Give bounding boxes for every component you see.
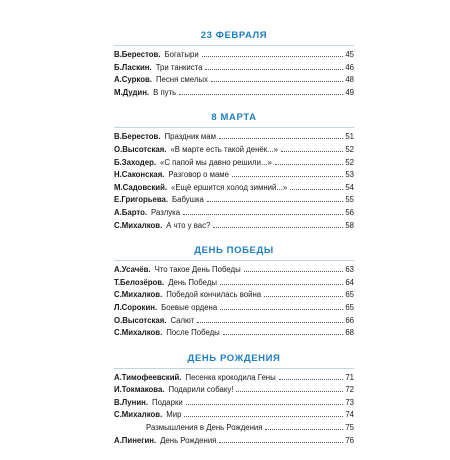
entry-page-number: 76 [345, 435, 354, 445]
entry-title: Подарки [151, 397, 183, 407]
entry-title: День Победы [168, 277, 217, 287]
toc-section [114, 112, 354, 232]
entry-author: Н.Саконская. [114, 170, 165, 180]
entry-title: «С папой мы давно решили...» [160, 157, 272, 167]
entry-title: Богатыри [164, 50, 199, 59]
entry-page-number: 56 [345, 207, 354, 217]
toc-entry [114, 194, 354, 207]
entry-title: Три танкиста [155, 62, 203, 72]
section-title: ДЕНЬ ПОБЕДЫ [114, 245, 354, 261]
entry-author: Е.Григорьева. [114, 195, 169, 205]
entry-title: Боевые ордена [161, 302, 218, 312]
entry-author: С.Михалков. [114, 410, 163, 420]
entry-author: Б.Ласкин. [114, 62, 152, 72]
dot-leader [211, 81, 343, 82]
section-title: ДЕНЬ РОЖДЕНИЯ [114, 353, 354, 369]
entry-title: Песенка крокодила Гены [185, 372, 276, 382]
entry-page-number: 66 [345, 315, 354, 325]
entry-page-number: 45 [345, 50, 354, 59]
entry-page-number: 65 [345, 302, 354, 312]
entry-title: Победой кончилась война [166, 290, 262, 300]
entry-title: Подарили собаку! [168, 385, 234, 395]
dot-leader [186, 404, 344, 405]
section-title: 8 МАРТА [114, 112, 354, 128]
entry-author: С.Михалков. [114, 290, 163, 300]
toc-entry [114, 409, 354, 422]
entry-title: В путь [153, 87, 177, 97]
entry-page-number: 71 [345, 372, 354, 382]
toc-entry [114, 74, 354, 87]
entry-author: И.Токмакова. [114, 385, 165, 395]
entry-title: После Победы [166, 328, 220, 338]
toc-entry [114, 169, 354, 182]
entry-title: «В марте есть такой денёк...» [170, 144, 278, 154]
toc-entry [114, 62, 354, 75]
entry-title: Салют [170, 315, 195, 325]
table-of-contents [114, 30, 354, 460]
toc-entry [114, 397, 354, 410]
entry-page-number: 63 [345, 265, 354, 275]
dot-leader [279, 379, 344, 380]
entry-page-number: 68 [345, 328, 354, 338]
entry-author: О.Высотская. [114, 144, 167, 154]
toc-section [114, 245, 354, 340]
dot-leader [264, 296, 343, 297]
dot-leader [223, 334, 344, 335]
entry-author: М.Садовский. [114, 182, 168, 192]
toc-entry [114, 384, 354, 397]
dot-leader [232, 176, 343, 177]
dot-leader [205, 69, 343, 70]
entry-page-number: 46 [345, 62, 354, 72]
section-title: 23 ФЕВРАЛЯ [114, 30, 354, 46]
entry-list [114, 49, 354, 99]
entry-page-number: 72 [345, 385, 354, 395]
entry-author: В.Берестов. [114, 50, 161, 59]
entry-author: О.Высотская. [114, 315, 167, 325]
entry-page-number: 52 [345, 157, 354, 167]
entry-author: А.Тимофеевский. [114, 372, 182, 382]
entry-author: А.Пинегин. [114, 435, 157, 445]
toc-entry [114, 289, 354, 302]
entry-page-number: 49 [345, 87, 354, 97]
toc-entry [114, 131, 354, 144]
entry-page-number: 52 [345, 144, 354, 154]
entry-author: В.Лунин. [114, 397, 148, 407]
entry-list [114, 131, 354, 232]
dot-leader [202, 56, 344, 57]
entry-title: Праздник мам [164, 132, 216, 142]
entry-list [114, 264, 354, 340]
entry-page-number: 73 [345, 397, 354, 407]
entry-author: М.Дудин. [114, 87, 150, 97]
toc-entry [114, 315, 354, 328]
dot-leader [179, 94, 343, 95]
entry-title: Что такое День Победы [154, 265, 241, 275]
entry-title: Разговор о маме [168, 170, 229, 180]
dot-leader [207, 201, 343, 202]
entry-title: «Ещё ершится холод зимний...» [171, 182, 288, 192]
entry-title: Мир [166, 410, 182, 420]
toc-entry [114, 182, 354, 195]
entry-author: А.Усачёв. [114, 265, 151, 275]
dot-leader [219, 442, 343, 443]
entry-author: Т.Белозёров. [114, 277, 165, 287]
dot-leader [220, 309, 343, 310]
entry-author: С.Михалков. [114, 328, 163, 338]
toc-entry [114, 372, 354, 385]
entry-author: В.Берестов. [114, 132, 161, 142]
dot-leader [220, 284, 343, 285]
dot-leader [290, 189, 343, 190]
dot-leader [213, 227, 343, 228]
toc-entry [114, 144, 354, 157]
entry-page-number: 48 [345, 75, 354, 85]
entry-page-number: 53 [345, 170, 354, 180]
entry-page-number: 55 [345, 195, 354, 205]
dot-leader [183, 214, 343, 215]
dot-leader [265, 429, 343, 430]
entry-title: Бабушка [172, 195, 204, 205]
entry-author: А.Сурков. [114, 75, 152, 85]
toc-entry [114, 422, 354, 435]
dot-leader [244, 271, 344, 272]
entry-list [114, 372, 354, 448]
toc-entry [114, 87, 354, 100]
entry-title: Разлука [151, 207, 181, 217]
entry-title: Размышления в День Рождения [146, 423, 263, 433]
entry-author: Б.Заходер. [114, 157, 157, 167]
entry-author: С.Михалков. [114, 220, 163, 230]
entry-page-number: 74 [345, 410, 354, 420]
toc-entry [114, 157, 354, 170]
toc-entry [114, 302, 354, 315]
dot-leader [275, 164, 344, 165]
entry-page-number: 54 [345, 182, 354, 192]
toc-entry [114, 264, 354, 277]
entry-author: Л.Сорокин. [114, 302, 158, 312]
entry-page-number: 65 [345, 290, 354, 300]
dot-leader [219, 138, 343, 139]
toc-section [114, 30, 354, 99]
entry-page-number: 51 [345, 132, 354, 142]
toc-entry [114, 207, 354, 220]
entry-title: День Рождения [160, 435, 217, 445]
toc-entry [114, 49, 354, 62]
entry-page-number: 58 [345, 220, 354, 230]
entry-page-number: 64 [345, 277, 354, 287]
dot-leader [236, 391, 343, 392]
entry-title: А что у вас? [166, 220, 211, 230]
entry-page-number: 75 [345, 423, 354, 433]
toc-entry [114, 435, 354, 448]
dot-leader [197, 322, 343, 323]
toc-entry [114, 277, 354, 290]
toc-entry [114, 327, 354, 340]
toc-section [114, 353, 354, 448]
dot-leader [184, 416, 343, 417]
entry-author: А.Барто. [114, 207, 148, 217]
entry-title: Песня смелых [155, 75, 208, 85]
toc-entry [114, 220, 354, 233]
dot-leader [281, 151, 343, 152]
